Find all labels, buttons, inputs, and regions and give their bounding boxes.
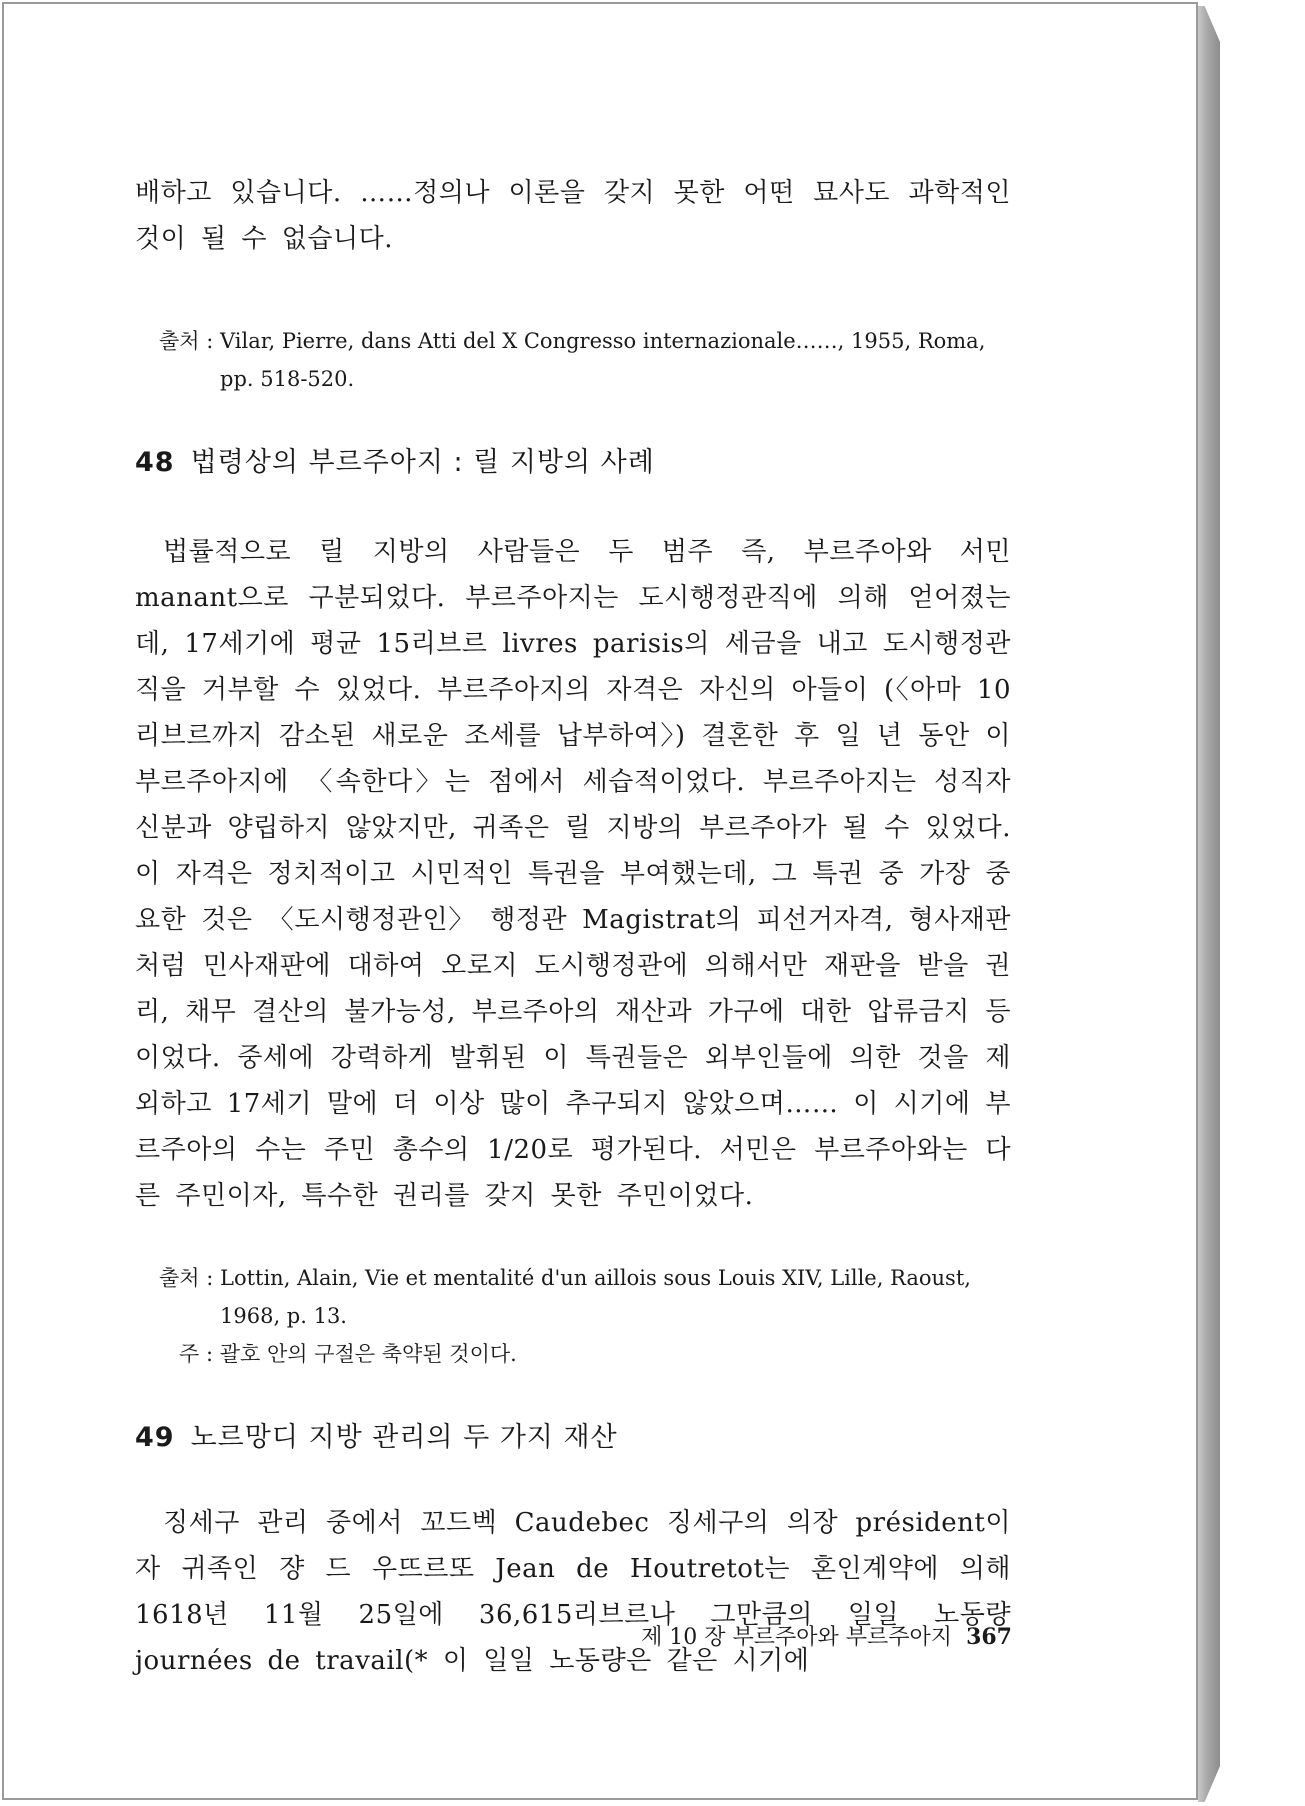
- section-title: 노르망디 지방 관리의 두 가지 재산: [190, 1422, 618, 1453]
- note-text: 괄호 안의 구절은 축약된 것이다.: [219, 1342, 517, 1366]
- source-label: 출처 :: [159, 329, 220, 353]
- source-label: 출처 :: [159, 1266, 220, 1290]
- running-footer-chapter: 제 10 장 부르주아와 부르주아지: [641, 1625, 953, 1650]
- source-text: Vilar, Pierre, dans Atti del X Congresso internazionale……, 1955, Roma, pp. 518-520.: [220, 329, 986, 391]
- intro-paragraph: 배하고 있습니다. ……정의나 이론을 갖지 못한 어떤 묘사도 과학적인 것이 될 수 없습니다.: [135, 178, 1011, 254]
- page-footer: [640, 1620, 1012, 1651]
- section-48-heading: [135, 440, 1011, 479]
- section-49-paragraph: 징세구 관리 중에서 꼬드벡 Caudebec 징세구의 의장 président이자 귀족인 쟝 드 우뜨르또 Jean de Houtretot는 혼인계약에 의해 1618년 11월 25일에 36,615리브르나 그만큼의 일일 노동량 journées de travail(* 이 일일 노동량은 같은 시기에: [135, 1508, 1011, 1676]
- section-48-paragraph: 법률적으로 릴 지방의 사람들은 두 범주 즉, 부르주아와 서민 manant으로 구분되었다. 부르주아지는 도시행정관직에 의해 얻어졌는데, 17세기에 평균 15리브르 livres parisis의 세금을 내고 도시행정관직을 거부할 수 있었다. 부르주아지의 자격은 자신의 아들이 (〈아마 10리브르까지 감소된 새로운 조세를 납부하여〉) 결혼한 후 일 년 동안 이 부르주아지에 〈속한다〉는 점에서 세습적이었다. 부르주아지는 성직자 신분과 양립하지 않았지만, 귀족은 릴 지방의 부르주아가 될 수 있었다. 이 자격은 정치적이고 시민적인 특권을 부여했는데, 그 특권 중 가장 중요한 것은 〈도시행정관인〉 행정관 Magistrat의 피선거자격, 형사재판처럼 민사재판에 대하여 오로지 도시행정관에 의해서만 재판을 받을 권리, 채무 결산의 불가능성, 부르주아의 재산과 가구에 대한 압류금지 등이었다. 중세에 강력하게 발휘된 이 특권들은 외부인들에 의한 것을 제외하고 17세기 말에 더 이상 많이 추구되지 않았으며…… 이 시기에 부르주아의 수는 주민 총수의 1/20로 평가된다. 서민은 부르주아와는 다른 주민이자, 특수한 권리를 갖지 못한 주민이었다.: [135, 537, 1011, 1211]
- section-number: 48: [135, 447, 175, 478]
- note-2: [135, 1335, 1011, 1373]
- section-49-heading: [135, 1415, 1011, 1454]
- section-number: 49: [135, 1422, 175, 1453]
- page-content: [135, 170, 1011, 1684]
- note-label: 주 :: [179, 1342, 220, 1366]
- page-number: 367: [966, 1624, 1012, 1650]
- page-edge-shadow: [1198, 6, 1220, 1802]
- source-citation-1: [135, 322, 1011, 398]
- section-title: 법령상의 부르주아지 : 릴 지방의 사례: [190, 447, 655, 478]
- source-citation-2: [135, 1259, 1011, 1335]
- source-text: Lottin, Alain, Vie et mentalité d'un aillois sous Louis XIV, Lille, Raoust, 1968, p. 13.: [220, 1266, 971, 1328]
